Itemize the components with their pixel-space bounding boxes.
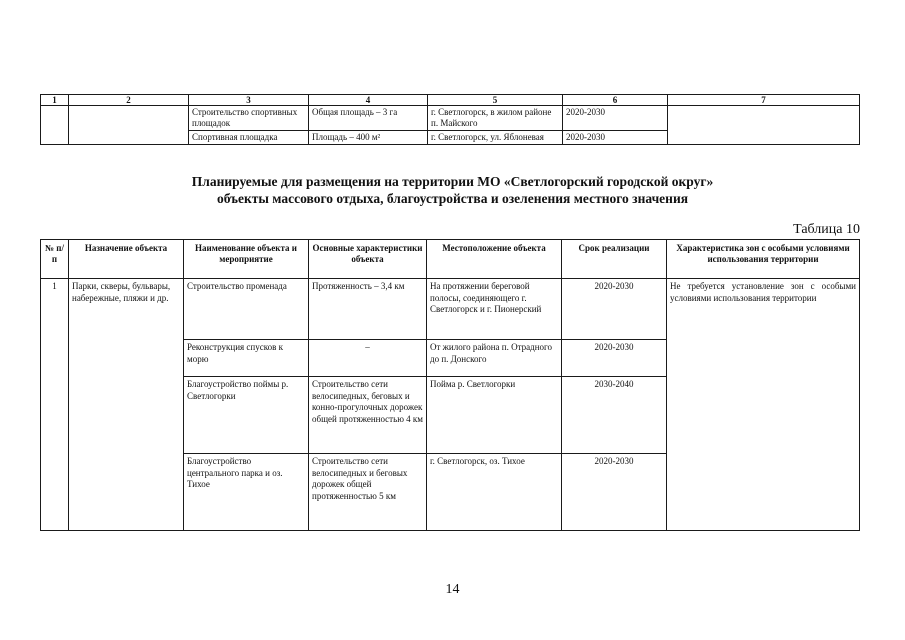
location-cell: г. Светлогорск, оз. Тихое	[427, 454, 562, 531]
header-location: Местоположение объекта	[427, 240, 562, 279]
section-heading-line1: Планируемые для размещения на территории МО «Светлогорский городской округ»	[191, 174, 714, 189]
header-period: Срок реализации	[562, 240, 667, 279]
empty-cell	[668, 106, 860, 145]
header-num: № п/п	[41, 240, 69, 279]
table-label: Таблица 10	[793, 222, 860, 237]
section-heading-line2: объекты массового отдыха, благоустройства и озеленения местного значения	[216, 191, 689, 206]
row-number: 1	[41, 279, 69, 531]
characteristics-cell: Протяженность – 3,4 км	[309, 279, 427, 340]
event-cell: Спортивная площадка	[189, 131, 309, 145]
column-number: 4	[309, 95, 428, 106]
column-number: 2	[69, 95, 189, 106]
zones-cell: Не требуется установление зон с особыми условиями использования территории	[667, 279, 860, 531]
period-cell: 2020-2030	[563, 106, 668, 131]
period-cell: 2020-2030	[562, 279, 667, 340]
header-name: Наименование объекта и мероприятие	[184, 240, 309, 279]
column-number: 3	[189, 95, 309, 106]
table-row	[41, 279, 860, 340]
name-cell: Благоустройство поймы р. Светлогорки	[184, 377, 309, 454]
period-cell: 2020-2030	[562, 340, 667, 377]
column-number: 6	[563, 95, 668, 106]
name-cell: Строительство променада	[184, 279, 309, 340]
characteristics-cell: Общая площадь – 3 га	[309, 106, 428, 131]
column-number: 7	[668, 95, 860, 106]
table-row	[41, 106, 860, 131]
period-cell: 2020-2030	[563, 131, 668, 145]
characteristics-cell: Строительство сети велосипедных, беговых и конно-прогулочных дорожек общей протяженностью 4 км	[309, 377, 427, 454]
column-number: 1	[41, 95, 69, 106]
location-cell: На протяжении береговой полосы, соединяющего г. Светлогорск и г. Пионерский	[427, 279, 562, 340]
period-cell: 2030-2040	[562, 377, 667, 454]
location-cell: Пойма р. Светлогорки	[427, 377, 562, 454]
page-number: 14	[445, 582, 460, 597]
location-cell: г. Светлогорск, ул. Яблоневая	[428, 131, 563, 145]
empty-cell	[41, 106, 69, 145]
table-header-row	[41, 240, 860, 279]
header-zones: Характеристика зон с особыми условиями использования территории	[667, 240, 860, 279]
purpose-cell: Парки, скверы, бульвары, набережные, пляжи и др.	[69, 279, 184, 531]
characteristics-cell: Строительство сети велосипедных и беговых дорожек общей протяженностью 5 км	[309, 454, 427, 531]
period-cell: 2020-2030	[562, 454, 667, 531]
characteristics-cell: Площадь – 400 м²	[309, 131, 428, 145]
header-purpose: Назначение объекта	[69, 240, 184, 279]
location-cell: г. Светлогорск, в жилом районе п. Майского	[428, 106, 563, 131]
header-characteristics: Основные характеристики объекта	[309, 240, 427, 279]
continued-table	[40, 94, 860, 145]
name-cell: Благоустройство центрального парка и оз. Тихое	[184, 454, 309, 531]
name-cell: Реконструкция спусков к морю	[184, 340, 309, 377]
objects-table	[40, 239, 860, 531]
column-number: 5	[428, 95, 563, 106]
location-cell: От жилого района п. Отрадного до п. Донского	[427, 340, 562, 377]
column-number-row	[41, 95, 860, 106]
characteristics-cell: –	[309, 340, 427, 377]
empty-cell	[69, 106, 189, 145]
event-cell: Строительство спортивных площадок	[189, 106, 309, 131]
